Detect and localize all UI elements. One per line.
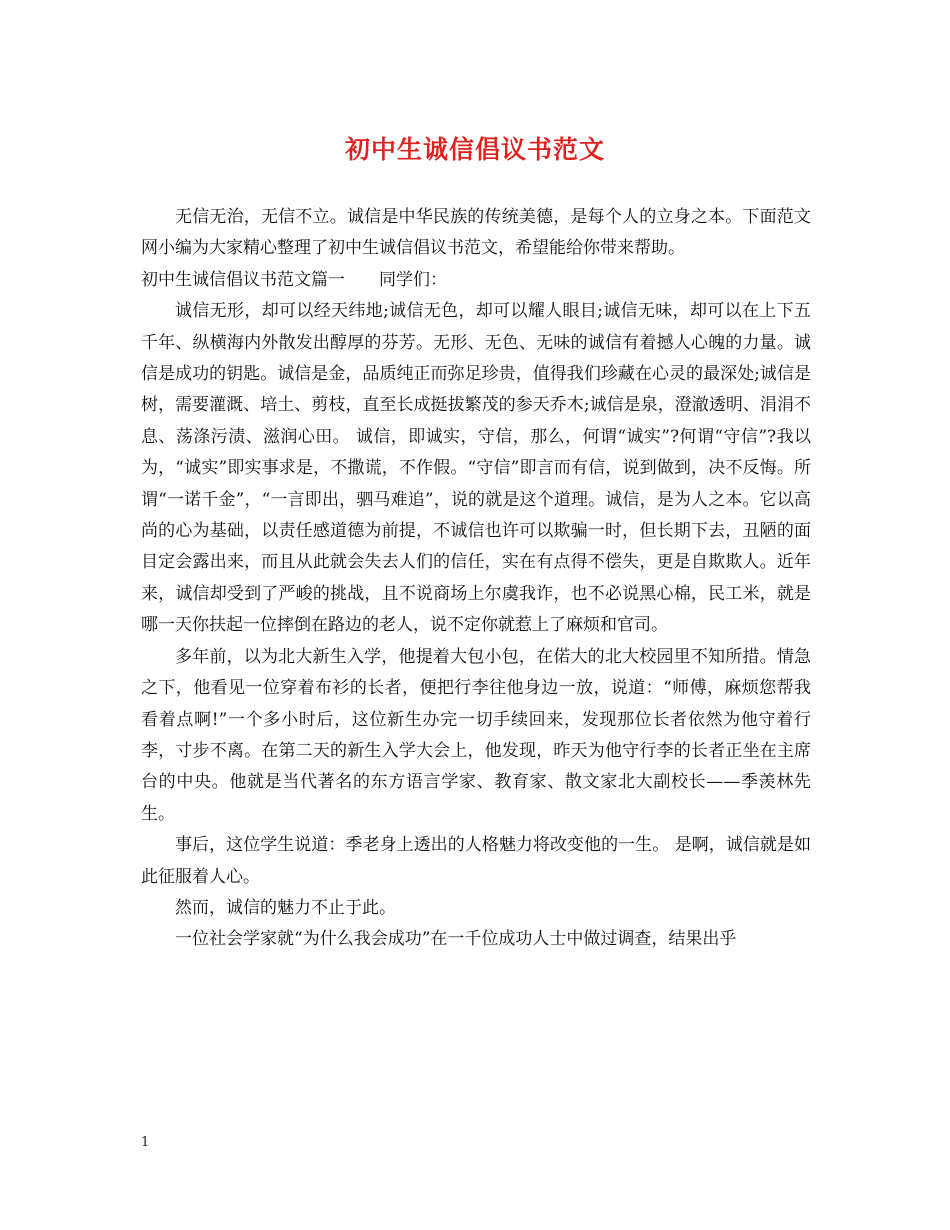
document-title: 初中生诚信倡议书范文 [344,135,605,164]
body-paragraph: 事后，这位学生说道：季老身上透出的人格魅力将改变他的一生。 是啊，诚信就是如此征服着人心。 [141,835,811,887]
page-number: 1 [141,1135,150,1150]
body-paragraph: 多年前，以为北大新生入学，他提着大包小包，在偌大的北大校园里不知所措。情急之下，他看见一位穿着布衫的长者，便把行李往他身边一放，说道：“师傅，麻烦您帮我看着点啊!”一个多小时后，这位新生办完一切手续回来，发现那位长者依然为他守着行李，寸步不离。在第二天的新生入学大会上，他发现，昨天为他守行李的长者正坐在主席台的中央。他就是当代著名的东方语言学家、教育家、散文家北大副校长——季羡林先生。 [141,646,811,824]
body-paragraph: 一位社会学家就“为什么我会成功”在一千位成功人士中做过调查，结果出乎 [175,929,737,950]
body-paragraph: 然而，诚信的魅力不止于此。 [175,897,396,918]
intro-paragraph: 无信无治，无信不立。诚信是中华民族的传统美德，是每个人的立身之本。下面范文网小编为大家精心整理了初中生诚信倡议书范文，希望能给你带来帮助。 [141,207,811,259]
body-paragraph: 诚信无形，却可以经天纬地;诚信无色，却可以耀人眼目;诚信无味，却可以在上下五千年、纵横海内外散发出醇厚的芬芳。无形、无色、无味的诚信有着撼人心魄的力量。诚信是成功的钥匙。诚信是金，品质纯正而弥足珍贵，值得我们珍藏在心灵的最深处;诚信是树，需要灌溉、培土、剪枝，直至长成挺拔繁茂的参天乔木;诚信是泉，澄澈透明、涓涓不息、荡涤污渍、滋润心田。 诚信，即诚实，守信，那么，何谓“诚实”?何谓“守信”?我以为，“诚实”即实事求是，不撒谎，不作假。“守信”即言而有信，说到做到，决不反悔。所谓“一诺千金”，“一言即出，驷马难追”，说的就是这个道理。诚信，是为人之本。它以高尚的心为基础，以责任感道德为前提，不诚信也许可以欺骗一时，但长期下去，丑陋的面目定会露出来，而且从此就会失去人们的信任，实在有点得不偿失，更是自欺欺人。近年来，诚信却受到了严峻的挑战，且不说商场上尔虞我诈，也不必说黑心棉，民工米，就是哪一天你扶起一位摔倒在路边的老人，说不定你就惹上了麻烦和官司。 [141,301,811,636]
document-body [141,202,811,956]
section-heading: 初中生诚信倡议书范文篇一 同学们： [141,269,447,290]
